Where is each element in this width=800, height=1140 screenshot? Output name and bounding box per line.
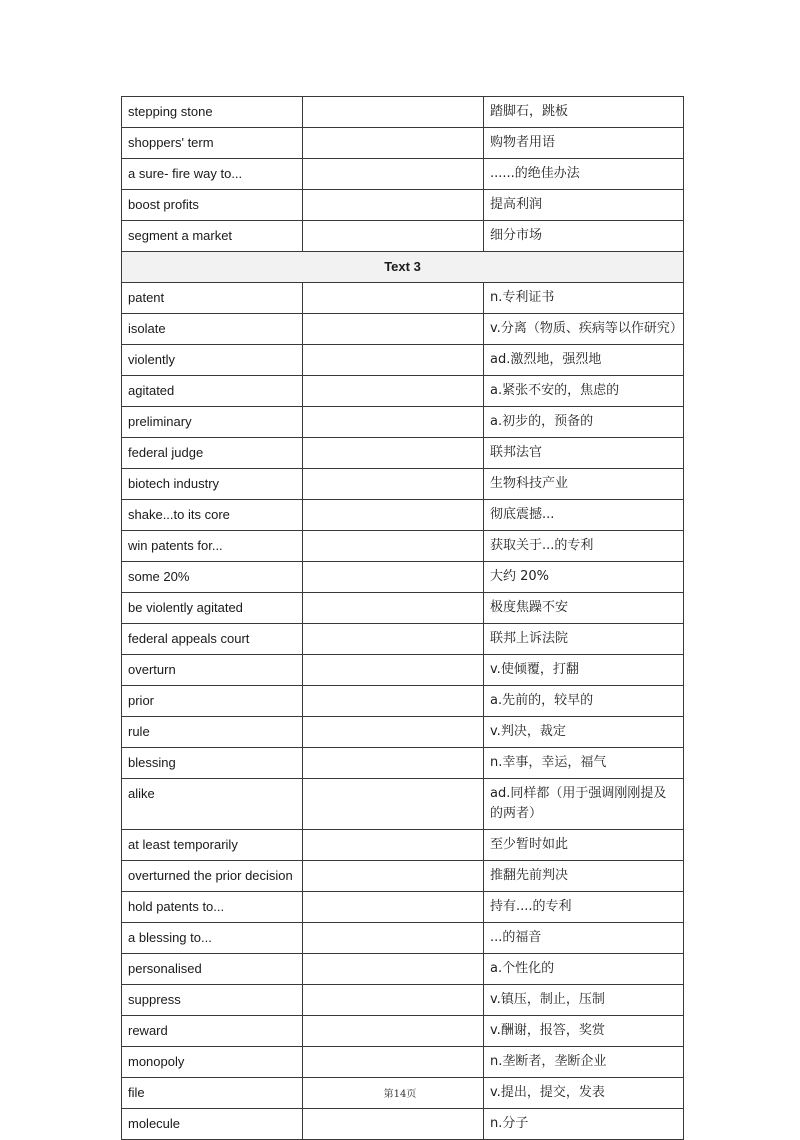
meaning-cell: ad.同样都（用于强调刚刚提及的两者） xyxy=(484,779,684,830)
blank-cell xyxy=(303,954,484,985)
meaning-cell: 踏脚石，跳板 xyxy=(484,97,684,128)
term-cell: biotech industry xyxy=(122,469,303,500)
blank-cell xyxy=(303,376,484,407)
table-row xyxy=(122,748,684,779)
term-cell: agitated xyxy=(122,376,303,407)
term-cell: shake...to its core xyxy=(122,500,303,531)
term-cell: file xyxy=(122,1078,303,1109)
blank-cell xyxy=(303,861,484,892)
table-row xyxy=(122,1109,684,1140)
blank-cell xyxy=(303,190,484,221)
term-cell: violently xyxy=(122,345,303,376)
vocabulary-table-body xyxy=(122,97,684,1140)
table-row xyxy=(122,500,684,531)
meaning-cell: v.镇压，制止，压制 xyxy=(484,985,684,1016)
term-cell: reward xyxy=(122,1016,303,1047)
table-row xyxy=(122,345,684,376)
meaning-cell: 持有....的专利 xyxy=(484,892,684,923)
meaning-cell: 购物者用语 xyxy=(484,128,684,159)
term-cell: alike xyxy=(122,779,303,830)
term-cell: suppress xyxy=(122,985,303,1016)
table-row xyxy=(122,892,684,923)
table-row xyxy=(122,954,684,985)
meaning-cell: n.幸事，幸运，福气 xyxy=(484,748,684,779)
table-row xyxy=(122,438,684,469)
table-row xyxy=(122,1047,684,1078)
blank-cell xyxy=(303,593,484,624)
term-cell: personalised xyxy=(122,954,303,985)
blank-cell xyxy=(303,1109,484,1140)
table-row xyxy=(122,717,684,748)
blank-cell xyxy=(303,779,484,830)
table-row xyxy=(122,376,684,407)
table-row xyxy=(122,221,684,252)
blank-cell xyxy=(303,128,484,159)
table-row xyxy=(122,159,684,190)
table-row xyxy=(122,469,684,500)
meaning-cell: ......的绝佳办法 xyxy=(484,159,684,190)
blank-cell xyxy=(303,531,484,562)
page-number: 第14页 xyxy=(383,1089,417,1100)
term-cell: monopoly xyxy=(122,1047,303,1078)
table-row xyxy=(122,531,684,562)
meaning-cell: v.判决，裁定 xyxy=(484,717,684,748)
table-row xyxy=(122,655,684,686)
table-row xyxy=(122,190,684,221)
blank-cell xyxy=(303,314,484,345)
blank-cell xyxy=(303,686,484,717)
table-row xyxy=(122,1016,684,1047)
meaning-cell: 至少暂时如此 xyxy=(484,830,684,861)
vocabulary-table xyxy=(121,96,684,1140)
blank-cell xyxy=(303,283,484,314)
term-cell: some 20% xyxy=(122,562,303,593)
blank-cell xyxy=(303,655,484,686)
term-cell: hold patents to... xyxy=(122,892,303,923)
table-row xyxy=(122,686,684,717)
table-row xyxy=(122,128,684,159)
meaning-cell: 获取关于...的专利 xyxy=(484,531,684,562)
blank-cell xyxy=(303,748,484,779)
meaning-cell: a.个性化的 xyxy=(484,954,684,985)
table-row xyxy=(122,923,684,954)
blank-cell xyxy=(303,221,484,252)
meaning-cell: 彻底震撼... xyxy=(484,500,684,531)
term-cell: patent xyxy=(122,283,303,314)
term-cell: overturned the prior decision xyxy=(122,861,303,892)
term-cell: stepping stone xyxy=(122,97,303,128)
meaning-cell: 细分市场 xyxy=(484,221,684,252)
table-row xyxy=(122,97,684,128)
term-cell: be violently agitated xyxy=(122,593,303,624)
table-row xyxy=(122,407,684,438)
table-row xyxy=(122,624,684,655)
blank-cell xyxy=(303,1016,484,1047)
meaning-cell: v.酬谢，报答，奖赏 xyxy=(484,1016,684,1047)
term-cell: federal appeals court xyxy=(122,624,303,655)
blank-cell xyxy=(303,407,484,438)
meaning-cell: ...的福音 xyxy=(484,923,684,954)
meaning-cell: ad.激烈地，强烈地 xyxy=(484,345,684,376)
term-cell: isolate xyxy=(122,314,303,345)
blank-cell xyxy=(303,717,484,748)
term-cell: prior xyxy=(122,686,303,717)
table-row xyxy=(122,314,684,345)
term-cell: shoppers' term xyxy=(122,128,303,159)
blank-cell xyxy=(303,562,484,593)
term-cell: molecule xyxy=(122,1109,303,1140)
meaning-cell: n.垄断者，垄断企业 xyxy=(484,1047,684,1078)
term-cell: federal judge xyxy=(122,438,303,469)
blank-cell xyxy=(303,624,484,655)
blank-cell xyxy=(303,830,484,861)
term-cell: rule xyxy=(122,717,303,748)
blank-cell xyxy=(303,985,484,1016)
meaning-cell: 联邦上诉法院 xyxy=(484,624,684,655)
meaning-cell: a.紧张不安的，焦虑的 xyxy=(484,376,684,407)
table-row xyxy=(122,861,684,892)
table-row xyxy=(122,593,684,624)
meaning-cell: v.使倾覆，打翻 xyxy=(484,655,684,686)
meaning-cell: 联邦法官 xyxy=(484,438,684,469)
blank-cell xyxy=(303,438,484,469)
blank-cell xyxy=(303,159,484,190)
blank-cell xyxy=(303,892,484,923)
blank-cell xyxy=(303,97,484,128)
table-row xyxy=(122,779,684,830)
term-cell: win patents for... xyxy=(122,531,303,562)
term-cell: a blessing to... xyxy=(122,923,303,954)
table-row xyxy=(122,830,684,861)
meaning-cell: n.专利证书 xyxy=(484,283,684,314)
blank-cell xyxy=(303,1047,484,1078)
table-row xyxy=(122,283,684,314)
term-cell: segment a market xyxy=(122,221,303,252)
blank-cell xyxy=(303,500,484,531)
section-title: Text 3 xyxy=(122,252,684,283)
section-header-row xyxy=(122,252,684,283)
blank-cell xyxy=(303,469,484,500)
table-row xyxy=(122,562,684,593)
meaning-cell: 生物科技产业 xyxy=(484,469,684,500)
term-cell: a sure- fire way to... xyxy=(122,159,303,190)
meaning-cell: v.分离（物质、疾病等以作研究） xyxy=(484,314,684,345)
blank-cell xyxy=(303,923,484,954)
meaning-cell: v.提出，提交，发表 xyxy=(484,1078,684,1109)
term-cell: boost profits xyxy=(122,190,303,221)
meaning-cell: 推翻先前判决 xyxy=(484,861,684,892)
table-row xyxy=(122,985,684,1016)
meaning-cell: 大约 20% xyxy=(484,562,684,593)
term-cell: preliminary xyxy=(122,407,303,438)
term-cell: at least temporarily xyxy=(122,830,303,861)
meaning-cell: a.先前的，较早的 xyxy=(484,686,684,717)
term-cell: overturn xyxy=(122,655,303,686)
meaning-cell: 极度焦躁不安 xyxy=(484,593,684,624)
term-cell: blessing xyxy=(122,748,303,779)
meaning-cell: 提高利润 xyxy=(484,190,684,221)
meaning-cell: a.初步的，预备的 xyxy=(484,407,684,438)
meaning-cell: n.分子 xyxy=(484,1109,684,1140)
blank-cell xyxy=(303,345,484,376)
